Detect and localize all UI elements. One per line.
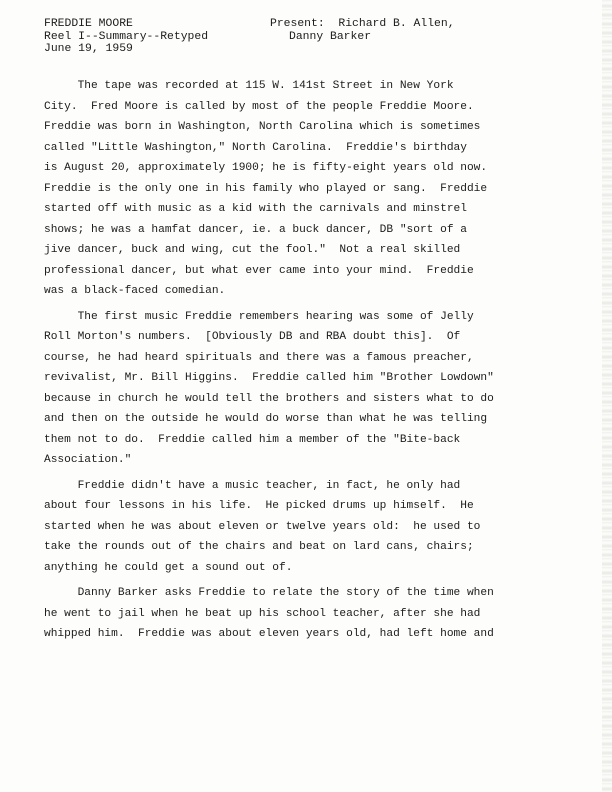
document-header <box>44 18 564 64</box>
text-line: take the rounds out of the chairs and beat on lard cans, chairs; <box>44 541 474 553</box>
text-line: Danny Barker asks Freddie to relate the story of the time when <box>44 587 494 599</box>
scan-edge-noise <box>602 0 612 792</box>
present-label: Present: <box>270 18 325 30</box>
paragraph <box>44 476 516 579</box>
text-line: Roll Morton's numbers. [Obviously DB and RBA doubt this]. Of <box>44 331 461 343</box>
text-line: whipped him. Freddie was about eleven years old, had left home and <box>44 628 494 640</box>
header-subject-name: FREDDIE MOORE <box>44 18 133 30</box>
text-line: shows; he was a hamfat dancer, ie. a buck dancer, DB "sort of a <box>44 223 467 236</box>
text-line: Association." <box>44 454 132 466</box>
paragraph <box>44 583 516 645</box>
present-name-2: Danny Barker <box>289 30 372 43</box>
text-line: anything he could get a sound out of. <box>44 561 293 574</box>
header-present-line <box>270 18 530 31</box>
text-line: Freddie was born in Washington, North Carolina which is sometimes <box>44 121 481 133</box>
text-line: course, he had heard spirituals and there was a famous preacher, <box>44 351 474 364</box>
text-line: started off with music as a kid with the carnivals and minstrel <box>44 203 467 215</box>
text-line: professional dancer, but what ever came into your mind. Freddie <box>44 264 474 277</box>
header-identification <box>44 18 274 56</box>
present-name-1: Richard B. Allen, <box>338 18 455 30</box>
text-line: The tape was recorded at 115 W. 141st Street in New York <box>44 80 454 92</box>
document-body <box>44 76 516 645</box>
text-line: because in church he would tell the brothers and sisters what to do <box>44 392 494 405</box>
text-line: The first music Freddie remembers hearing was some of Jelly <box>44 310 474 323</box>
text-line: Freddie didn't have a music teacher, in fact, he only had <box>44 479 461 492</box>
text-line: was a black-faced comedian. <box>44 285 226 297</box>
paragraph <box>44 307 516 471</box>
paragraph <box>44 76 516 302</box>
text-line: jive dancer, buck and wing, cut the fool." Not a real skilled <box>44 244 461 256</box>
header-present-block <box>270 18 530 43</box>
text-line: about four lessons in his life. He picked drums up himself. He <box>44 500 474 512</box>
text-line: City. Fred Moore is called by most of the people Freddie Moore. <box>44 100 474 113</box>
text-line: them not to do. Freddie called him a member of the "Bite-back <box>44 433 461 446</box>
text-line: he went to jail when he beat up his school teacher, after she had <box>44 607 481 620</box>
text-line: revivalist, Mr. Bill Higgins. Freddie called him "Brother Lowdown" <box>44 372 494 384</box>
header-reel-info: Reel I--Summary--Retyped <box>44 30 209 43</box>
text-line: called "Little Washington," North Carolina. Freddie's birthday <box>44 141 467 154</box>
header-date: June 19, 1959 <box>44 43 133 55</box>
text-line: Freddie is the only one in his family who played or sang. Freddie <box>44 182 488 195</box>
text-line: started when he was about eleven or twelve years old: he used to <box>44 520 481 533</box>
text-line: is August 20, approximately 1900; he is fifty-eight years old now. <box>44 162 488 174</box>
text-line: and then on the outside he would do worse than what he was telling <box>44 413 488 425</box>
